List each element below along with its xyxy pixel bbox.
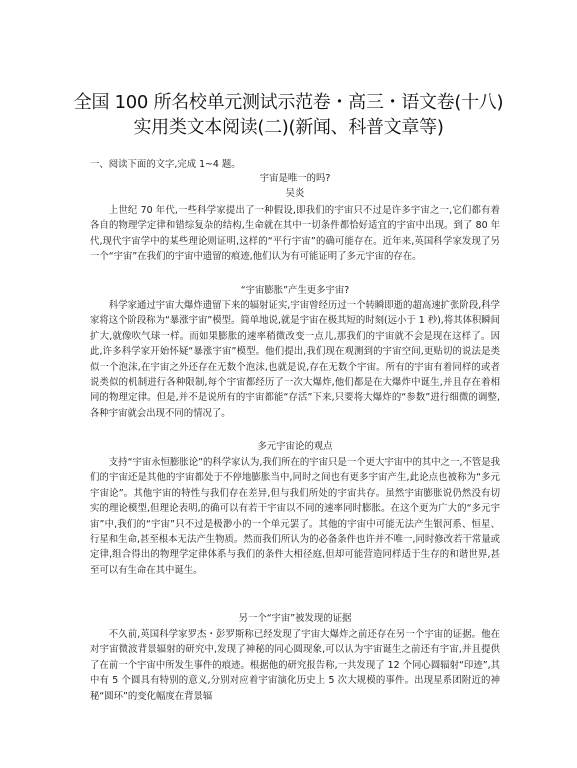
section-heading-1: “宇宙膨胀”产生更多宇宙? <box>240 285 350 296</box>
question-instruction: 一、阅读下面的文字,完成 1~4 题。 <box>90 159 241 170</box>
paragraph-2: 科学家通过宇宙大爆炸遗留下来的辐射证实,宇宙曾经历过一个转瞬即逝的超高速扩张阶段,科学家将这个阶段称为“暴涨宇宙”模型。简单地说,就是宇宙在极其短的时刻(远小于 1 秒),将其体积瞬间扩大,就像吹气球一样。而如果膨胀的速率稍微改变一点儿,那我们的宇宙就不会是现在这样了。因此,许多科学家开始怀疑“暴涨宇宙”模型。他们提出,我们现在观测到的宇宙空间,更贴切的说法是类似一个泡沫,在宇宙之外还存在无数个泡沫,也就是说,存在无数个宇宙。所有的宇宙有着同样的或者说类似的机制进行各种限制,每个宇宙都经历了一次大爆炸,他们都是在大爆炸中诞生,并且存在着相同的物理定律。但是,并不是说所有的宇宙都能“存活”下来,只要将大爆炸的“参数”进行细微的调整,各种宇宙就会出现不同的情况了。 <box>90 300 500 419</box>
paragraph-1: 上世纪 70 年代,一些科学家提出了一种假设,即我们的宇宙只不过是许多宇宙之一,它们都有着各自的物理学定律和错综复杂的结构,生命就在其中一切条件都恰好适宜的宇宙中出现。到了 80 年代,现代宇宙学中的某些理论则证明,这样的“平行宇宙”的确可能存在。近年来,英国科学家发现了另一个“宇宙”在我们的宇宙中遗留的痕迹,他们认为有可能证明了多元宇宙的存在。 <box>90 205 500 263</box>
article-title: 宇宙是唯一的吗? <box>259 173 331 184</box>
paragraph-4: 不久前,英国科学家罗杰・彭罗斯称已经发现了宇宙大爆炸之前还存在另一个宇宙的证据。他在对宇宙微波背景辐射的研究中,发现了神秘的同心圆现象,可以认为宇宙诞生之前还有宇宙,并且提供了在前一个宇宙中所发生事件的痕迹。根据他的研究报告称,一共发现了 12 个同心圆辐射“印迹”,其中有 5 个圆具有特别的意义,分别对应着宇宙演化历史上 5 次大规模的事件。出现星系团附近的神秘“圆环”的变化幅度在背景辐 <box>90 629 500 702</box>
section-heading-2: 多元宇宙论的观点 <box>257 441 333 452</box>
article-author: 吴炎 <box>285 188 305 199</box>
exam-title: 全国 100 所名校单元测试示范卷・高三・语文卷(十八) <box>73 92 504 113</box>
paragraph-3: 支持“宇宙永恒膨胀论”的科学家认为,我们所在的宇宙只是一个更大宇宙中的其中之一,不管是我们的宇宙还是其他的宇宙都处于不停地膨胀当中,同时之间也有更多宇宙产生,此论点也被称为“多元宇宙论”。其他宇宙的特性与我们存在差异,但与我们所处的宇宙共存。虽然宇宙膨胀说仍然没有切实的理论模型,但理论表明,的确可以有若干宇宙以不同的速率同时膨胀。在这个更为广大的“多元宇宙”中,我们的“宇宙”只不过是极渺小的一个单元罢了。其他的宇宙中可能无法产生银河系、恒星、行星和生命,甚至根本无法产生物质。然而我们所认为的必备条件也许并不唯一,同时修改若干常量或定律,组合得出的物理学定律体系与我们的条件大相径庭,但却可能营造同样适于生存的和谐世界,甚至可以有生命在其中诞生。 <box>90 457 500 576</box>
section-heading-3: 另一个“宇宙”被发现的证据 <box>238 613 352 624</box>
exam-subtitle: 实用类文本阅读(二)(新闻、科普文章等) <box>133 117 444 138</box>
